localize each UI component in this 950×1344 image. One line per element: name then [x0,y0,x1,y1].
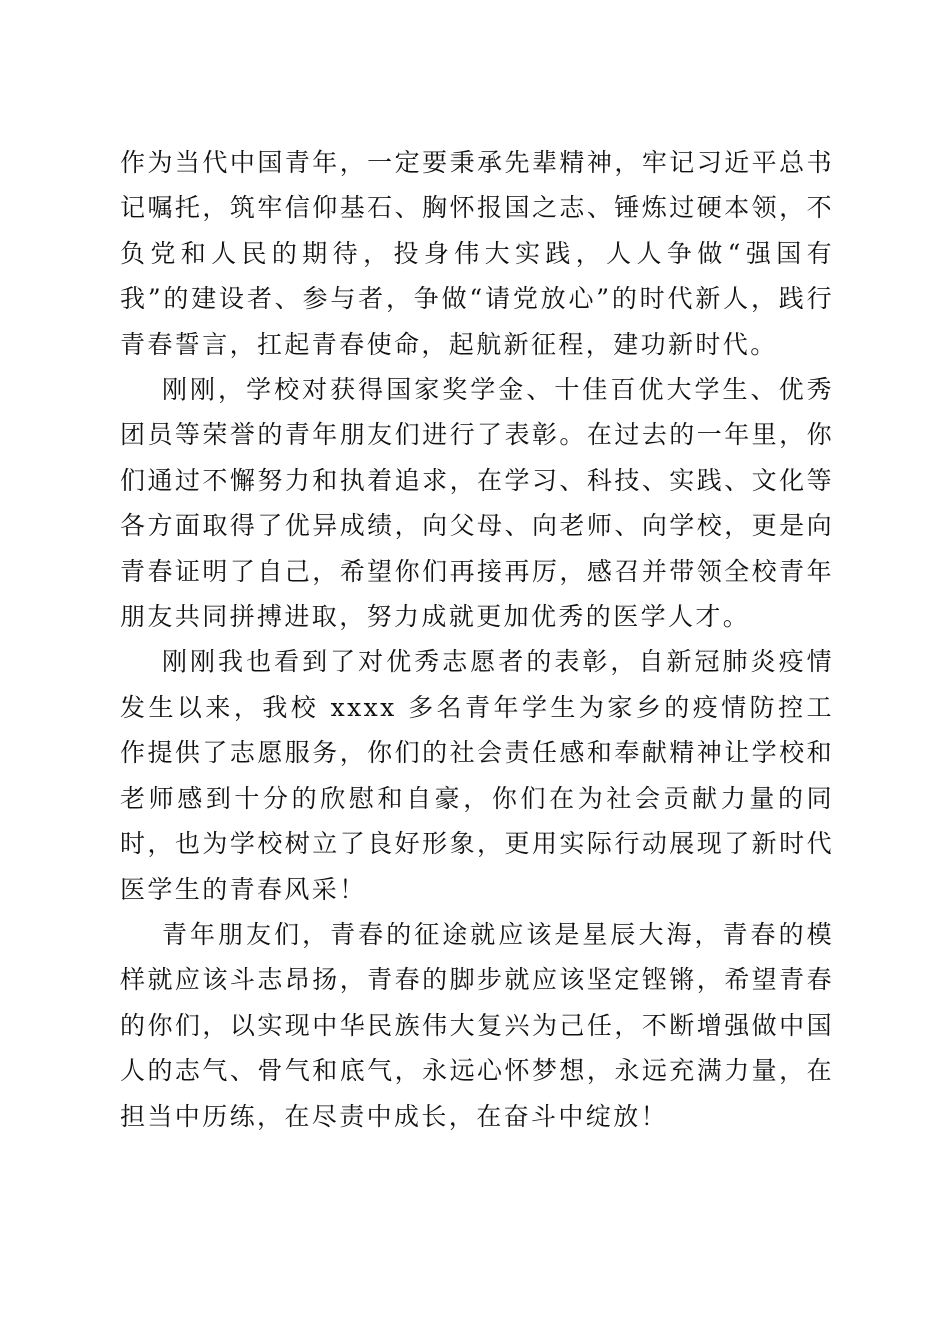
document-body [120,140,834,1139]
paragraph-3: 刚刚我也看到了对优秀志愿者的表彰，自新冠肺炎疫情发生以来，我校 xxxx 多名青年学生为家乡的疫情防控工作提供了志愿服务，你们的社会责任感和奉献精神让学校和老师感到十分的欣慰和自豪，你们在为社会贡献力量的同时，也为学校树立了良好形象，更用实际行动展现了新时代医学生的青春风采！ [120,647,834,904]
paragraph-4: 青年朋友们，青春的征途就应该是星辰大海，青春的模样就应该斗志昂扬，青春的脚步就应该坚定铿锵，希望青春的你们，以实现中华民族伟大复兴为己任，不断增强做中国人的志气、骨气和底气，永远心怀梦想，永远充满力量，在担当中历练，在尽责中成长，在奋斗中绽放！ [120,919,834,1131]
paragraph-1: 作为当代中国青年，一定要秉承先辈精神，牢记习近平总书记嘱托，筑牢信仰基石、胸怀报国之志、锤炼过硬本领，不负党和人民的期待，投身伟大实践，人人争做“强国有我”的建设者、参与者，争做“请党放心”的时代新人，践行青春誓言，扛起青春使命，起航新征程，建功新时代。 [120,148,834,359]
paragraph-2: 刚刚，学校对获得国家奖学金、十佳百优大学生、优秀团员等荣誉的青年朋友们进行了表彰。在过去的一年里，你们通过不懈努力和执着追求，在学习、科技、实践、文化等各方面取得了优异成绩，向父母、向老师、向学校，更是向青春证明了自己，希望你们再接再厉，感召并带领全校青年朋友共同拼搏进取，努力成就更加优秀的医学人才。 [120,375,834,632]
